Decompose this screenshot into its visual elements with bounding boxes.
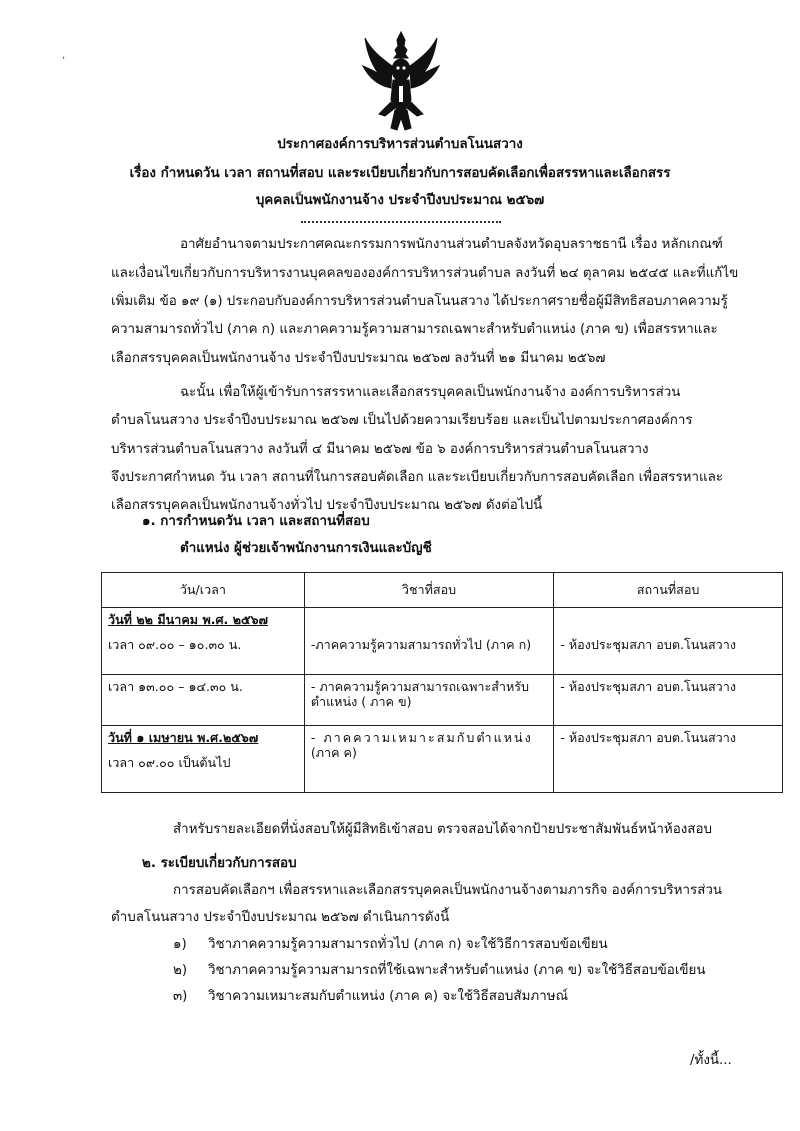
intro-line: เพิ่มเติม ข้อ ๑๙ (๑) ประกอบกับองค์การบริหารส่วนตำบลโนนสวาง ได้ประกาศรายชื่อผู้มีสิทธิสอบภาคความรู้ [111, 294, 728, 309]
table-row [102, 608, 783, 675]
list-item: วิชาภาคความรู้ความสามารถที่ใช้เฉพาะสำหรับตำแหน่ง (ภาค ข) จะใช้วิธีสอบข้อเขียน [208, 963, 706, 978]
header-location: สถานที่สอบ [554, 573, 783, 608]
intro-line: ความสามารถทั่วไป (ภาค ก) และภาคความรู้ความสามารถเฉพาะสำหรับตำแหน่ง (ภาค ข) เพื่อสรรหาและ [111, 322, 718, 337]
list-item-number: ๑) [173, 937, 187, 952]
section-2-line: ตำบลโนนสวาง ประจำปีงบประมาณ ๒๕๖๗ ดำเนินการดังนี้ [111, 910, 450, 925]
table-header-row [102, 573, 783, 608]
list-item: วิชาภาคความรู้ความสามารถทั่วไป (ภาค ก) จะใช้วิธีการสอบข้อเขียน [208, 937, 608, 952]
intro-line: เลือกสรรบุคคลเป็นพนักงานจ้าง ประจำปีงบประมาณ ๒๕๖๗ ลงวันที่ ๒๑ มีนาคม ๒๕๖๗ [111, 351, 606, 366]
exam-date: วันที่ ๑ เมษายน พ.ศ.๒๕๖๗ [108, 730, 259, 745]
exam-subject-cont: (ภาค ค) [310, 745, 357, 761]
exam-time: เวลา ๐๙.๐๐ – ๑๐.๓๐ น. [108, 637, 242, 653]
list-item-number: ๒) [173, 963, 188, 978]
exam-subject: -ภาคความรู้ความสามารถทั่วไป (ภาค ก) [310, 637, 532, 653]
announcement-title: ประกาศองค์การบริหารส่วนตำบลโนนสวาง [277, 137, 523, 152]
exam-location: - ห้องประชุมสภา อบต.โนนสวาง [560, 730, 736, 745]
exam-location: - ห้องประชุมสภา อบต.โนนสวาง [560, 679, 736, 694]
para2-line: จึงประกาศกำหนด วัน เวลา สถานที่ในการสอบคัดเลือก และระเบียบเกี่ยวกับการสอบคัดเลือก เพื่อสรรหาและ [111, 470, 724, 485]
para2-line: ฉะนั้น เพื่อให้ผู้เข้ารับการสรรหาและเลือกสรรบุคคลเป็นพนักงานจ้าง องค์การบริหารส่วน [180, 385, 681, 400]
exam-subject: - ภาคความเหมาะสมกับตำแหน่ง [310, 730, 533, 745]
announcement-subject-line-2: บุคคลเป็นพนักงานจ้าง ประจำปีงบประมาณ ๒๕๖๗ [255, 193, 545, 208]
header-subject: วิชาที่สอบ [304, 573, 553, 608]
list-item-number: ๓) [173, 989, 188, 1004]
section-2-line: การสอบคัดเลือกฯ เพื่อสรรหาและเลือกสรรบุคคลเป็นพนักงานจ้างตามภารกิจ องค์การบริหารส่วน [173, 883, 723, 898]
list-item: วิชาความเหมาะสมกับตำแหน่ง (ภาค ค) จะใช้วิธีสอบสัมภาษณ์ [208, 989, 569, 1004]
seat-details-note: สำหรับรายละเอียดที่นั่งสอบให้ผู้มีสิทธิเข้าสอบ ตรวจสอบได้จากป้ายประชาสัมพันธ์หน้าห้องสอบ [173, 822, 712, 837]
exam-subject: - ภาคความรู้ความสามารถเฉพาะสำหรับ [310, 679, 530, 694]
exam-location: - ห้องประชุมสภา อบต.โนนสวาง [560, 637, 736, 653]
scan-speck: , [62, 50, 66, 61]
garuda-emblem-icon [361, 30, 441, 132]
announcement-subject-line-1: เรื่อง กำหนดวัน เวลา สถานที่สอบ และระเบียบเกี่ยวกับการสอบคัดเลือกเพื่อสรรหาและเลือกสรร [129, 166, 671, 181]
exam-subject-cont: ตำแหน่ง ( ภาค ข) [310, 694, 412, 710]
dotted-divider [301, 221, 501, 223]
para2-line: บริหารส่วนตำบลโนนสวาง ลงวันที่ ๔ มีนาคม ๒๕๖๗ ข้อ ๖ องค์การบริหารส่วนตำบลโนนสวาง [111, 442, 649, 457]
continued-marker: /ทั้งนี้... [690, 1053, 732, 1068]
section-1-position: ตำแหน่ง ผู้ช่วยเจ้าพนักงานการเงินและบัญชี [180, 541, 432, 556]
para2-line: เลือกสรรบุคคลเป็นพนักงานจ้างทั่วไป ประจำปีงบประมาณ ๒๕๖๗ ดังต่อไปนี้ [111, 498, 543, 513]
intro-line: และเงื่อนไขเกี่ยวกับการบริหารงานบุคคลขององค์การบริหารส่วนตำบล ลงวันที่ ๒๔ ตุลาคม ๒๕๔๕ และที่แก้ไข [111, 266, 739, 281]
section-1-heading: ๑. การกำหนดวัน เวลา และสถานที่สอบ [142, 514, 370, 529]
table-row [102, 726, 783, 793]
exam-schedule-table [101, 572, 783, 793]
intro-line: อาศัยอำนาจตามประกาศคณะกรรมการพนักงานส่วนตำบลจังหวัดอุบลราชธานี เรื่อง หลักเกณฑ์ [180, 237, 723, 252]
table-row [102, 675, 783, 726]
exam-date: วันที่ ๒๒ มีนาคม พ.ศ. ๒๕๖๗ [108, 612, 268, 627]
section-2-heading: ๒. ระเบียบเกี่ยวกับการสอบ [142, 856, 297, 871]
para2-line: ตำบลโนนสวาง ประจำปีงบประมาณ ๒๕๖๗ เป็นไปด้วยความเรียบร้อย และเป็นไปตามประกาศองค์การ [111, 413, 693, 428]
header-datetime: วัน/เวลา [102, 573, 305, 608]
exam-time: เวลา ๑๓.๐๐ – ๑๔.๓๐ น. [108, 679, 243, 694]
exam-time: เวลา ๐๙.๐๐ เป็นต้นไป [108, 755, 231, 771]
